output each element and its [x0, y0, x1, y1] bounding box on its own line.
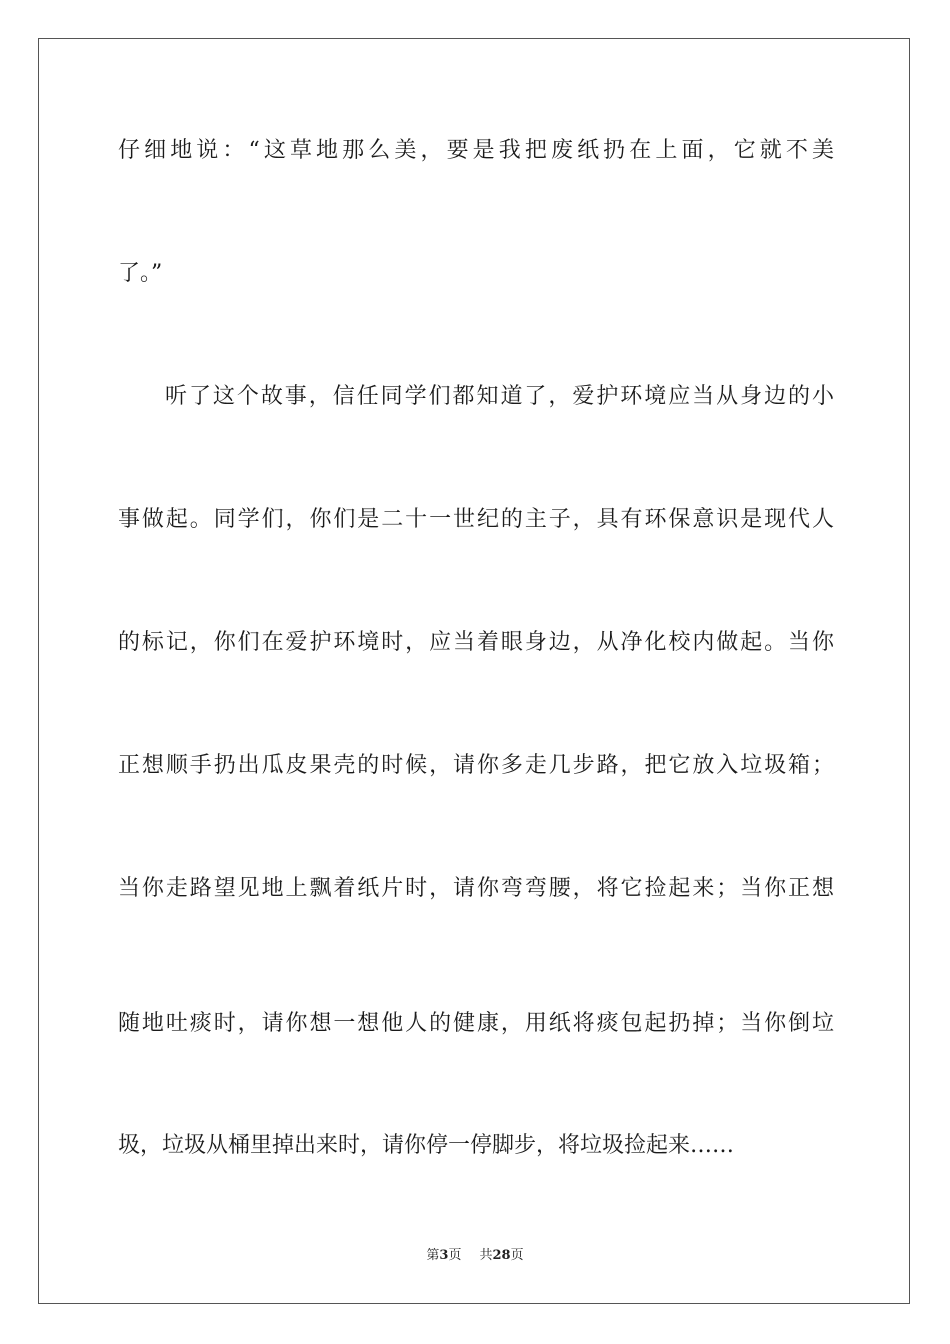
footer-page-suffix: 页 [448, 1248, 462, 1263]
body-line-6: 正想顺手扔出瓜皮果壳的时候，请你多走几步路，把它放入垃圾箱； [118, 753, 834, 778]
page-footer [0, 1247, 950, 1265]
footer-page-number: 3 [439, 1248, 449, 1263]
body-line-8: 随地吐痰时，请你想一想他人的健康，用纸将痰包起扔掉；当你倒垃 [118, 1011, 834, 1036]
body-line-9: 圾，垃圾从桶里掉出来时，请你停一停脚步，将垃圾捡起来…… [118, 1133, 735, 1158]
footer-total-prefix: 共 [479, 1248, 493, 1263]
body-line-2: 了。” [118, 261, 163, 286]
footer-total-pages: 28 [492, 1248, 511, 1263]
body-line-3: 听了这个故事，信任同学们都知道了，爱护环境应当从身边的小 [165, 384, 834, 409]
body-line-4: 事做起。同学们，你们是二十一世纪的主子，具有环保意识是现代人 [118, 507, 834, 532]
body-line-1: 仔细地说：“这草地那么美，要是我把废纸扔在上面，它就不美 [118, 138, 834, 163]
body-line-5: 的标记，你们在爱护环境时，应当着眼身边，从净化校内做起。当你 [118, 630, 834, 655]
body-line-7: 当你走路望见地上飘着纸片时，请你弯弯腰，将它捡起来；当你正想 [118, 876, 834, 901]
footer-total-suffix: 页 [510, 1248, 524, 1263]
footer-page-prefix: 第 [426, 1248, 440, 1263]
page-border [38, 38, 910, 1304]
